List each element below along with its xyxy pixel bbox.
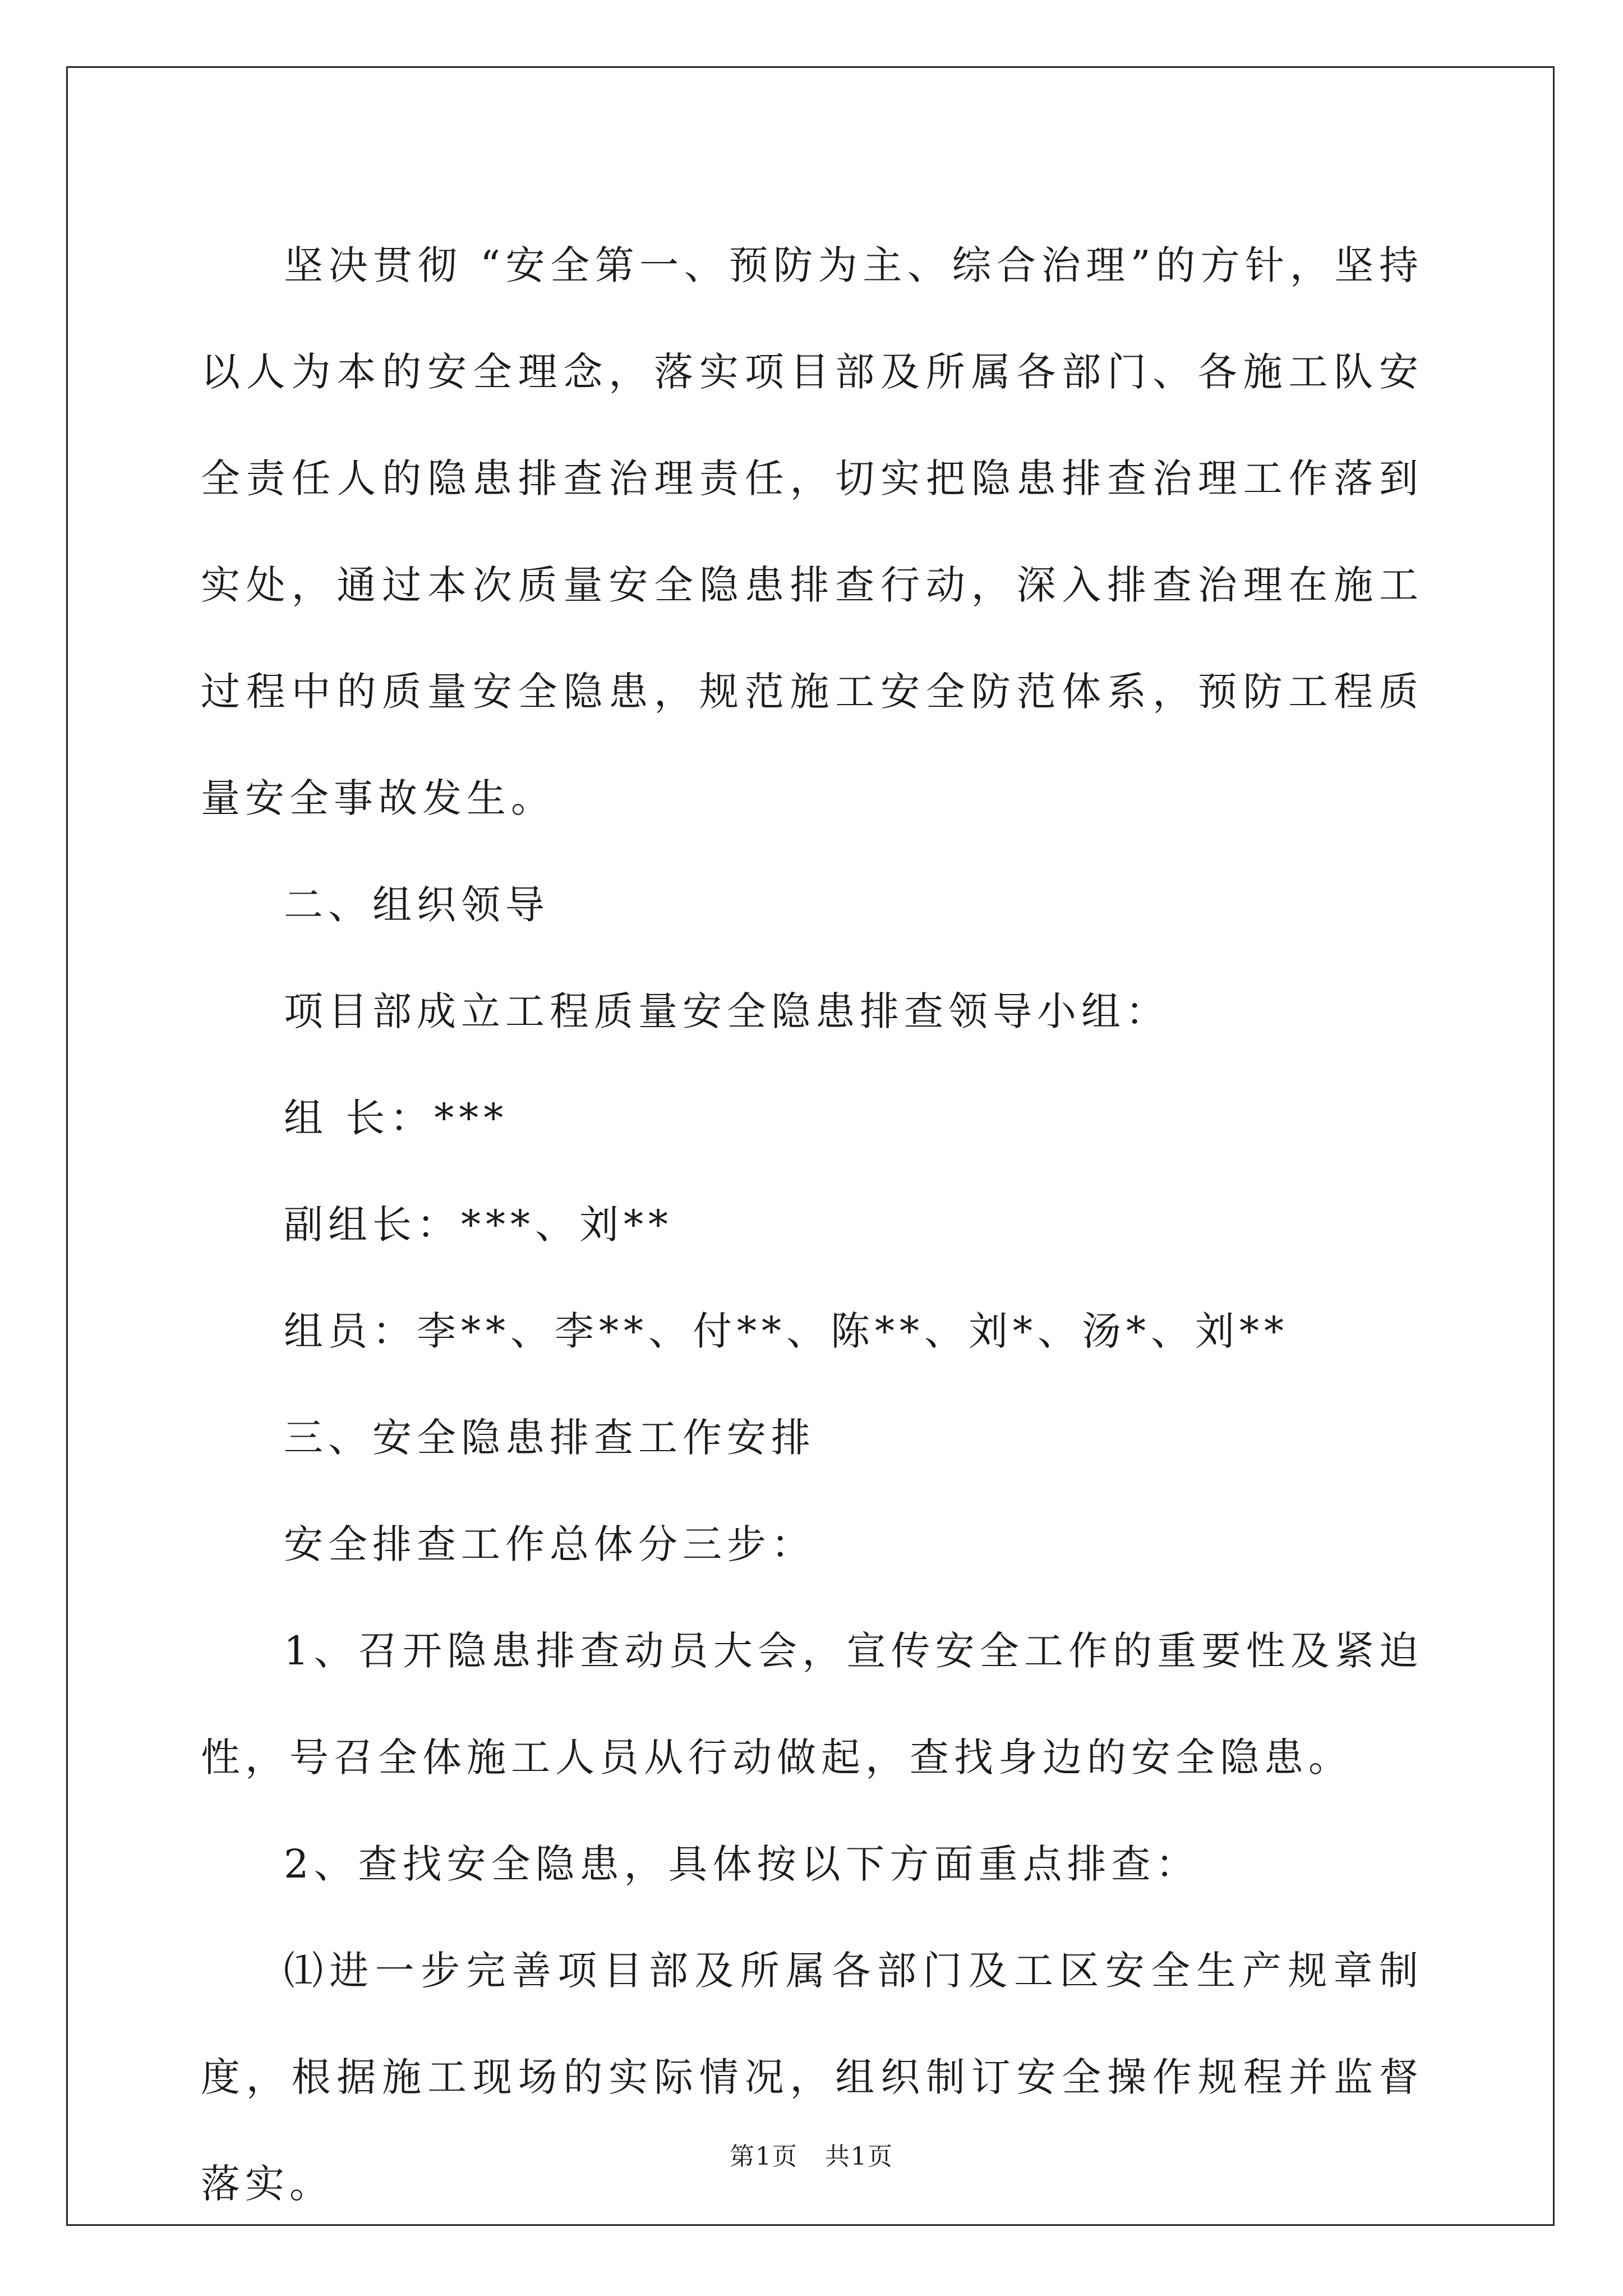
paragraph-step-2-item-1: ⑴进一步完善项目部及所属各部门及工区安全生产规章制度，根据施工现场的实际情况，组织制订安全操作规程并监督落实。: [201, 1948, 1423, 2207]
page-footer: 第1页 共1页: [730, 2142, 893, 2171]
paragraph-group-leader: 组 长：***: [284, 1095, 509, 1141]
heading-inspection-arrangement: 三、安全隐患排查工作安排: [284, 1415, 815, 1461]
paragraph-step-1: 1、召开隐患排查动员大会，宣传安全工作的重要性及紧迫性，号召全体施工人员从行动做起，查找身边的安全隐患。: [201, 1628, 1423, 1780]
paragraph-deputy-leader: 副组长：***、刘**: [284, 1202, 673, 1248]
paragraph-policy: 坚决贯彻 “安全第一、预防为主、综合治理”的方针，坚持以人为本的安全理念，落实项目部及所属各部门、各施工队安全责任人的隐患排查治理责任，切实把隐患排查治理工作落到实处，通过本次质量安全隐患排查行动，深入排查治理在施工过程中的质量安全隐患，规范施工安全防范体系，预防工程质量安全事故发生。: [201, 242, 1423, 821]
paragraph-leadership-group: 项目部成立工程质量安全隐患排查领导小组：: [284, 988, 1170, 1034]
paragraph-three-steps: 安全排查工作总体分三步：: [284, 1521, 815, 1567]
paragraph-step-2: 2、查找安全隐患，具体按以下方面重点排查：: [284, 1841, 1200, 1887]
document-body: [201, 212, 1423, 2237]
paragraph-members: 组员：李**、李**、付**、陈**、刘*、汤*、刘**: [284, 1308, 1289, 1354]
heading-organization: 二、组织领导: [284, 882, 550, 928]
